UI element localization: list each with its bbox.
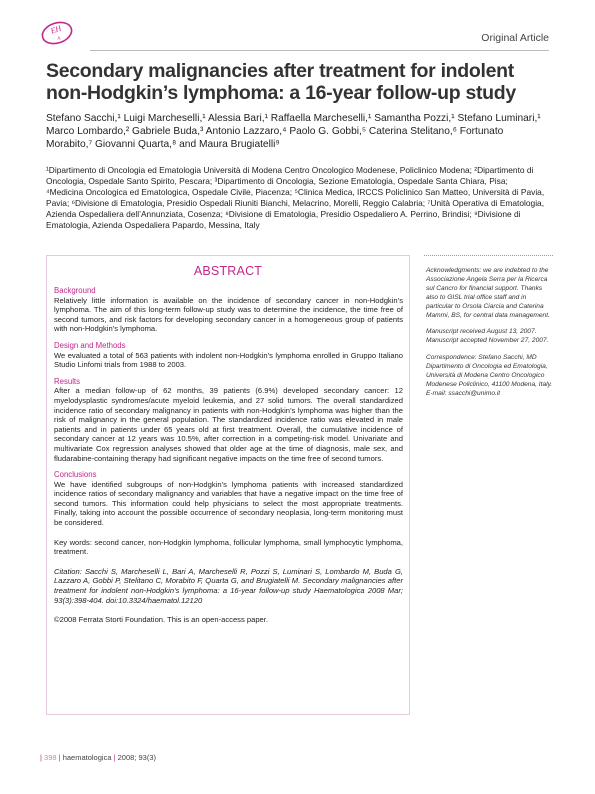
footer-issue: 2008; 93(3) [117,753,157,762]
abstract-conclusions-text: We have identified subgroups of non-Hodgkin’s lymphoma patients with increased standardized incidence ratios of secondary malignancy and variables that have a negative impact on the time free of second tumors. This information could help physicians to select the most appropriate treatments. Finally, taking into account the possible occurrence of secondary neoplasia, long-term monitoring must be considered. [54,479,403,528]
keywords: Key words: second cancer, non-Hodgkin lymphoma, follicular lymphoma, small lymphocytic lymphoma, treatment. [54,537,403,557]
abstract-heading: ABSTRACT [193,264,263,278]
abstract-results-text: After a median follow-up of 62 months, 39 patients (6.9%) developed secondary cancer: 12 myelodysplastic syndromes/acute myeloid leukemia, and 27 solid tumors. The overall standardized incidence ratio of secondary malignancy in patients with non-Hodgkin’s lymphoma was higher than the risk of malignancy in the general population. The standardized incidence ratio was elevated in male patients and in patients under 65 years old at first treatment. Overall, the cumulative incidence of secondary cancer at 12 years was 10.5%, after correction in a competing-risk model. Univariate and multivariate Cox regression analyses showed that older age at the time of diagnosis, male sex, and fludarabine-containing therapy had significant negative impacts on the time free of second tumors. [54,386,403,463]
citation: Citation: Sacchi S, Marcheselli L, Bari A, Marcheselli R, Pozzi S, Luminari S, Lombardo M, Buda G, Lazzaro A, Gobbi P, Stelitano C, Morabito F, Quarta G, and Brugiatelli M. Secondary malignancies after treatment for indolent non-Hodgkin’s lymphoma: a 16-year follow-up study Haematologica 2008 Mar; 93(3):398-404. doi:10.3324/haematol.12120 [54,566,403,605]
sidebar-divider [424,255,553,256]
svg-text:A: A [56,36,62,43]
abstract-content [54,286,403,625]
article-title: Secondary malignancies after treatment for indolent non-Hodgkin’s lymphoma: a 16-year follow-up study [46,60,516,104]
footer-journal: haematologica [62,753,112,762]
author-list: Stefano Sacchi,¹ Luigi Marcheselli,¹ Alessia Bari,¹ Raffaella Marcheselli,¹ Samantha Pozzi,¹ Stefano Luminari,¹ Marco Lombardo,² Gabriele Buda,³ Antonio Lazzaro,⁴ Paolo G. Gobbi,⁵ Caterina Stelitano,⁶ Fortunato Morabito,⁷ Giovanni Quarta,⁸ and Maura Brugiatelli⁹ [46,113,541,150]
sidebar-notes [426,267,554,407]
manuscript-accepted: Manuscript accepted November 27, 2007. [426,337,549,345]
section-tag: Original Article [481,32,549,44]
acknowledgments: Acknowledgments: we are indebted to the Associazione Angela Serra per la Ricerca sul Cancro for financial support. Thanks also to GISL trial office staff and in particular to Orsola Ciarcia and Caterina Mammi, BS, for central data management. [426,267,550,319]
abstract-results-heading: Results [54,376,80,386]
abstract-conclusions-heading: Conclusions [54,470,97,480]
journal-logo [40,20,74,46]
abstract-methods-heading: Design and Methods [54,340,126,350]
svg-text:EH: EH [49,23,63,36]
copyright: ©2008 Ferrata Storti Foundation. This is an open-access paper. [54,615,268,625]
page-number: 398 [44,753,57,762]
correspondence: Correspondence: Stefano Sacchi, MD Dipartimento di Oncologia ed Ematologia, Università di Modena Centro Oncologico Modenese Policlinico, 41100 Modena, Italy. E-mail: ssacchi@unimo.it [426,354,553,397]
abstract-box [46,255,410,715]
header-divider [90,50,549,51]
abstract-background-heading: Background [54,286,96,295]
affiliations: ¹Dipartimento di Oncologia ed Ematologia Università di Modena Centro Oncologico Modenese, Policlinico Modena; ²Dipartimento di Oncologia, Ospedale Santo Spirito, Pescara; ³Dipartimento di Oncologia, Sezione Ematologia, Ospedale Santa Chiara, Pisa; ⁴Medicina Oncologica ed Ematologica, Ospedale Civile, Piacenza; ⁵Clinica Medica, IRCCS Policlinico San Matteo, Università di Pavia, Pavia; ⁶Divisione di Ematologia, Presidio Ospedali Riuniti Bianchi, Melacrino, Morelli, Reggio Calabria; ⁷Unità Operativa di Ematologia, Azienda Ospedaliera dell’Annunziata, Cosenza; ⁸Divisione di Ematologia, Presidio Ospedaliero A. Perrino, Brindisi; ⁹Divisione di Ematologia, Azienda Ospedaliera Papardo, Messina, Italy [46,165,545,230]
abstract-background-text: Relatively little information is available on the incidence of secondary cancer in non-Hodgkin’s lymphoma. The aim of this long-term follow-up study was to determine the incidence, the time free of second tumors, and risk factors for developing secondary cancer in a homogeneous group of patients with non-Hodgkin’s lymphoma. [54,295,403,334]
abstract-methods-text: We evaluated a total of 563 patients with indolent non-Hodgkin’s lymphoma enrolled in Gruppo Italiano Studio Linfomi trials from 1988 to 2003. [54,350,403,370]
manuscript-received: Manuscript received August 13, 2007. [426,328,537,336]
page-footer: | 398 | haematologica | 2008; 93(3) [40,753,157,762]
